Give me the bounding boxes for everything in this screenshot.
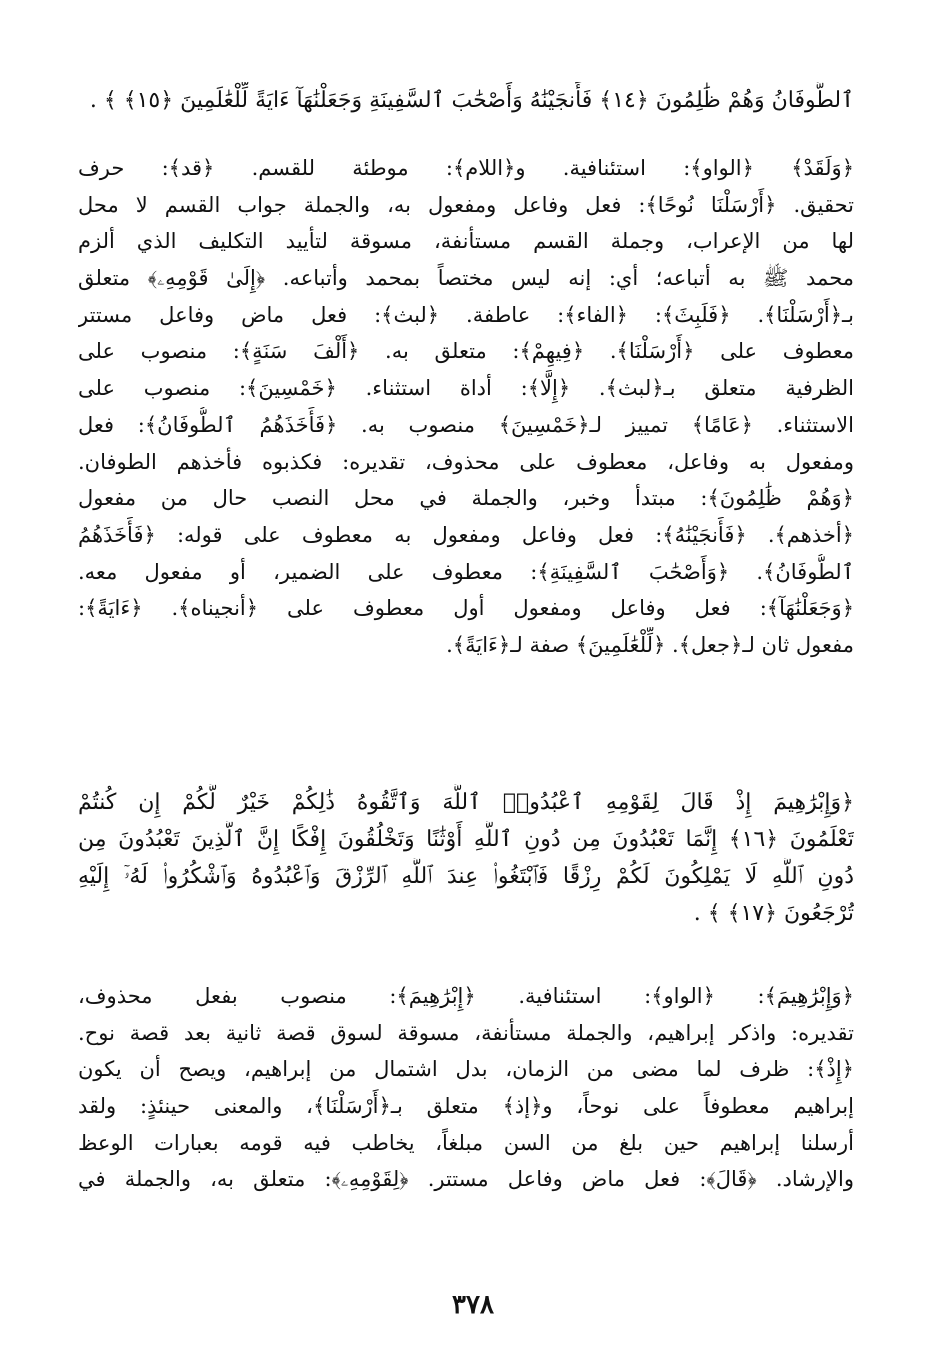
text-line: الاستثناء. ﴿عَامًا﴾ تمييز لـ﴿خَمْسِينَ﴾ منصوب به. ﴿فَأَخَذَهُمُ ٱلطُّوفَانُ﴾: فعل	[78, 412, 854, 437]
page-number: ٣٧٨	[452, 1290, 494, 1320]
verse-line: تُرْجَعُونَ ﴿١٧﴾ ﴾ .	[693, 901, 854, 926]
text-line: ﴿وَجَعَلْنَٰهَآ﴾: فعل وفاعل ومفعول أول معطوف على ﴿أنجيناه﴾. ﴿ءَايَةً﴾:	[78, 596, 854, 621]
text-line: والإرشاد. ﴿قَالَ﴾: فعل ماض وفاعل مستتر. ﴿لِقَوْمِهِۦ﴾: متعلق به، والجملة في	[78, 1167, 854, 1192]
text-line: مفعول ثان لـ﴿جعل﴾. ﴿لِّلْعَٰلَمِينَ﴾ صفة لـ﴿ءَايَةً﴾.	[446, 632, 854, 657]
text-line: بـ﴿أَرْسَلْنَا﴾. ﴿فَلَبِثَ﴾: ﴿الفاء﴾: عاطفة. ﴿لبث﴾: فعل ماض وفاعل مستتر	[78, 302, 854, 327]
text-line: ٱلطُّوفَانُ﴾. ﴿وَأَصْحَٰبَ ٱلسَّفِينَةِ﴾: معطوف على الضمير، أو مفعول معه.	[78, 559, 854, 584]
commentary-block-2	[78, 978, 854, 1198]
verse-line: دُونِ ٱللَّهِ لَا يَمْلِكُونَ لَكُمْ رِزْقًا فَٱبْتَغُوا۟ عِندَ ٱللَّهِ ٱلرِّزْقَ وَٱعْبُدُوهُ وَٱشْكُرُوا۟ لَهُۥٓ إِلَيْهِ	[78, 864, 854, 889]
verse-line: ﴿وَإِبْرَٰهِيمَ إِذْ قَالَ لِقَوْمِهِ ٱعْبُدُوا۟ ٱللَّهَ وَٱتَّقُوهُ ذَٰلِكُمْ خَيْرٌ لَّكُمْ إِن كُنتُمْ	[78, 790, 854, 815]
text-line: ومفعول به وفاعل، معطوف على محذوف، تقديره: فكذبوه فأخذهم الطوفان.	[78, 449, 854, 474]
commentary-block-1	[78, 150, 854, 664]
text-line: لها من الإعراب، وجملة القسم مستأنفة، مسوقة لتأييد التكليف الذي ألزم	[78, 229, 854, 254]
text-line: ﴿وَهُمْ ظَٰلِمُونَ﴾: مبتدأ وخبر، والجملة في محل النصب حال من مفعول	[78, 486, 854, 511]
text-line: معطوف على ﴿أَرْسَلْنَا﴾. ﴿فِيهِمْ﴾: متعلق به. ﴿أَلْفَ سَنَةٍ﴾: منصوب على	[78, 339, 854, 364]
text-line: تحقيق. ﴿أَرْسَلْنَا نُوحًا﴾: فعل وفاعل ومفعول به، والجملة جواب القسم لا محل	[78, 192, 854, 217]
text-line: ﴿وَلَقَدْ﴾ ﴿الواو﴾: استئنافية. و﴿اللام﴾: موطئة للقسم. ﴿قد﴾: حرف	[78, 156, 854, 180]
top-verse-block	[78, 82, 854, 119]
verse-line: تَعْلَمُونَ ﴿١٦﴾ إِنَّمَا تَعْبُدُونَ مِن دُونِ ٱللَّهِ أَوْثَٰنًا وَتَخْلُقُونَ إِفْكًا إِنَّ ٱلَّذِينَ تَعْبُدُونَ مِن	[78, 827, 854, 852]
text-line: ﴿إِذْ﴾: ظرف لما مضى من الزمان، بدل اشتمال من إبراهيم، ويصح أن يكون	[78, 1057, 854, 1082]
text-line: الظرفية متعلق بـ﴿لبث﴾. ﴿إِلَّا﴾: أداة استثناء. ﴿خَمْسِينَ﴾: منصوب على	[78, 376, 854, 401]
text-line: أرسلنا إبراهيم حين بلغ من السن مبلغاً، يخاطب فيه قومه بعبارات الوعظ	[78, 1130, 854, 1155]
verse-block-2	[78, 784, 854, 932]
verse-line: ٱلطُّوفَانُ وَهُمْ ظَٰلِمُونَ ﴿١٤﴾ فَأَنجَيْنَٰهُ وَأَصْحَٰبَ ٱلسَّفِينَةِ وَجَعَلْنَٰهَآ ءَايَةً لِّلْعَٰلَمِينَ ﴿١٥﴾ ﴾ .	[89, 88, 854, 113]
text-line: تقديره: واذكر إبراهيم، والجملة مستأنفة، مسوقة لسوق قصة ثانية بعد قصة نوح.	[78, 1020, 854, 1045]
text-line: إبراهيم معطوفاً على نوحاً، و﴿إذ﴾ متعلق بـ﴿أَرْسَلْنَا﴾، والمعنى حينئذٍ: ولقد	[78, 1094, 854, 1119]
text-line: محمد ﷺ به أتباعه؛ أي: إنه ليس مختصاً بمحمد وأتباعه. ﴿إِلَىٰ قَوْمِهِۦ﴾ متعلق	[78, 266, 854, 291]
text-line: ﴿أخذهم﴾. ﴿فَأَنجَيْنَٰهُ﴾: فعل وفاعل ومفعول به معطوف على قوله: ﴿فَأَخَذَهُمُ	[78, 522, 854, 547]
text-line: ﴿وَإِبْرَٰهِيمَ﴾: ﴿الواو﴾: استئنافية. ﴿إِبْرَٰهِيمَ﴾: منصوب بفعل محذوف،	[78, 984, 854, 1008]
